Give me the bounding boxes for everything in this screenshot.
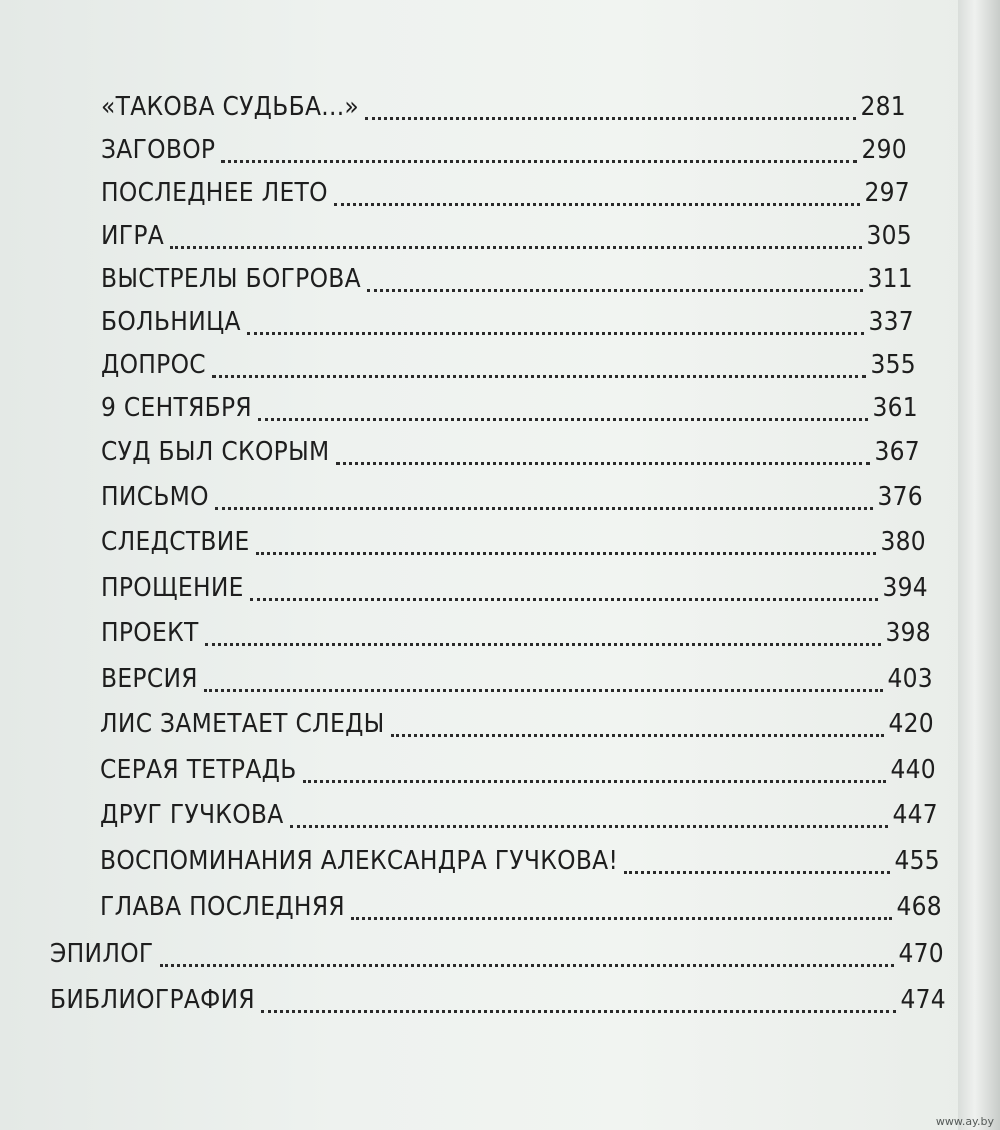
toc-entry [101, 618, 931, 652]
toc-entry-title: БОЛЬНИЦА [101, 307, 241, 337]
toc-entry [101, 664, 933, 698]
watermark: www.ay.by [935, 1115, 994, 1128]
leader-dots [624, 871, 890, 874]
toc-entry-page: 376 [877, 482, 923, 512]
toc-entry-title: ДРУГ ГУЧКОВА [100, 800, 284, 830]
leader-dots [204, 689, 884, 692]
toc-entry [101, 92, 906, 126]
toc-entry [101, 393, 918, 427]
leader-dots [250, 598, 879, 601]
leader-dots [160, 964, 895, 967]
toc-entry-page: 420 [888, 709, 934, 739]
toc-entry-title: ВОСПОМИНАНИЯ АЛЕКСАНДРА ГУЧКОВА! [100, 846, 619, 876]
toc-entry [100, 755, 936, 789]
toc-entry-page: 394 [882, 573, 928, 603]
toc-entry-page: 281 [860, 92, 906, 122]
toc-entry-title: СУД БЫЛ СКОРЫМ [101, 437, 330, 467]
toc-entry-title: ГЛАВА ПОСЛЕДНЯЯ [100, 892, 345, 922]
toc-entry [101, 135, 907, 169]
leader-dots [170, 246, 862, 249]
leader-dots [247, 332, 865, 335]
leader-dots [303, 780, 887, 783]
toc-entry-title: ИГРА [101, 221, 165, 251]
toc-entry-page: 470 [898, 939, 944, 969]
toc-entry-title: СЕРАЯ ТЕТРАДЬ [100, 755, 297, 785]
toc-entry [101, 573, 928, 607]
leader-dots [334, 203, 861, 206]
toc-entry-title: ЭПИЛОГ [50, 939, 154, 969]
toc-entry-page: 380 [880, 527, 926, 557]
toc-entry-title: 9 СЕНТЯБРЯ [101, 393, 252, 423]
toc-entry [101, 437, 920, 471]
toc-entry [100, 892, 942, 926]
toc-entry-title: ПИСЬМО [101, 482, 209, 512]
leader-dots [256, 552, 877, 555]
leader-dots [261, 1010, 897, 1013]
toc-entry [50, 939, 944, 973]
leader-dots [258, 418, 869, 421]
toc-entry-page: 290 [861, 135, 907, 165]
adjacent-page-edge [958, 0, 1000, 1130]
toc-entry-title: ЛИС ЗАМЕТАЕТ СЛЕДЫ [100, 709, 385, 739]
leader-dots [212, 375, 867, 378]
toc-entry-title: БИБЛИОГРАФИЯ [50, 985, 255, 1015]
toc-entry-page: 337 [868, 307, 914, 337]
toc-entry-page: 311 [867, 264, 913, 294]
leader-dots [290, 825, 889, 828]
toc-entry-page: 440 [890, 755, 936, 785]
leader-dots [205, 643, 882, 646]
toc-entry-page: 361 [872, 393, 918, 423]
toc-entry [101, 307, 914, 341]
toc-entry [101, 527, 926, 561]
toc-entry [100, 846, 940, 880]
leader-dots [365, 117, 856, 120]
toc-entry [100, 800, 938, 834]
leader-dots [336, 462, 871, 465]
toc-entry [50, 985, 946, 1019]
leader-dots [367, 289, 864, 292]
toc-entry-title: «ТАКОВА СУДЬБА...» [101, 92, 360, 122]
toc-entry-page: 447 [892, 800, 938, 830]
leader-dots [215, 507, 874, 510]
leader-dots [351, 917, 893, 920]
toc-entry [101, 221, 912, 255]
toc-entry-title: ПРОЩЕНИЕ [101, 573, 244, 603]
leader-dots [221, 160, 857, 163]
toc-entry-title: ДОПРОС [101, 350, 206, 380]
leader-dots [391, 734, 885, 737]
toc-entry [101, 178, 910, 212]
toc-entry-title: ЗАГОВОР [101, 135, 216, 165]
toc-entry-page: 297 [864, 178, 910, 208]
toc-entry-title: ПРОЕКТ [101, 618, 199, 648]
toc-entry-page: 355 [870, 350, 916, 380]
toc-entry-page: 468 [896, 892, 942, 922]
toc-entry [101, 482, 923, 516]
toc-entry-title: ПОСЛЕДНЕЕ ЛЕТО [101, 178, 328, 208]
toc-entry [101, 264, 913, 298]
toc-entry-page: 474 [900, 985, 946, 1015]
toc-entry-page: 455 [894, 846, 940, 876]
toc-entry-page: 398 [885, 618, 931, 648]
toc-entry-title: ВЫСТРЕЛЫ БОГРОВА [101, 264, 361, 294]
toc-entry-page: 403 [887, 664, 933, 694]
toc-entry-title: ВЕРСИЯ [101, 664, 198, 694]
toc-entry-page: 305 [866, 221, 912, 251]
toc-entry-title: СЛЕДСТВИЕ [101, 527, 250, 557]
toc-entry [100, 709, 934, 743]
toc-entry-page: 367 [874, 437, 920, 467]
toc-entry [101, 350, 916, 384]
